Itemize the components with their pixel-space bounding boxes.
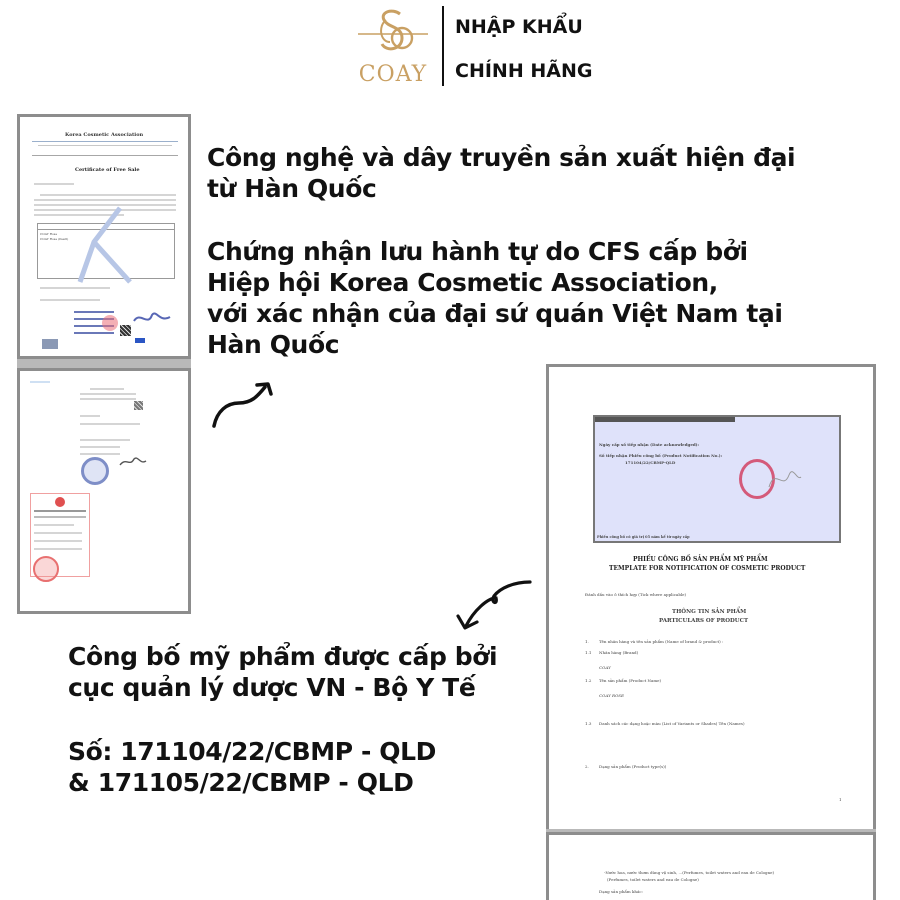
item-number: 1.3	[585, 721, 592, 726]
stamp-line	[74, 311, 114, 313]
cfs-org-title: Korea Cosmetic Association	[65, 132, 144, 138]
header-divider	[442, 6, 444, 86]
item-text: COAY	[599, 665, 611, 670]
stamp-text-line	[34, 540, 82, 542]
page-number: 1	[839, 797, 842, 802]
vietnam-embassy-stamp	[30, 493, 90, 577]
cfs-text-line	[34, 199, 176, 201]
watermark-k-icon	[60, 202, 140, 287]
signature-icon	[118, 453, 148, 471]
qr-code-icon	[134, 401, 143, 410]
item-text: Tên nhãn hàng và tên sản phẩm (Name of brand & product) :	[599, 639, 724, 644]
curved-arrow-down-left-icon	[450, 574, 535, 634]
stamp-text-line	[34, 510, 86, 512]
page2-line: (Perfumes, toilet waters and eau de Cologne)	[607, 877, 699, 882]
claim-line: Hiệp hội Korea Cosmetic Association,	[207, 268, 718, 297]
claim-line: Số: 171104/22/CBMP - QLD	[68, 737, 437, 766]
legal-header-line	[30, 381, 50, 383]
claim-line: Công bố mỹ phẩm được cấp bởi	[68, 642, 498, 671]
cfs-text-line	[40, 287, 110, 289]
legal-text-line	[80, 415, 100, 417]
qr-code-icon	[120, 325, 131, 336]
signature-icon	[765, 457, 805, 497]
red-seal-icon	[33, 556, 59, 582]
page2-line: -Nước hoa, nước thơm dùng vệ sinh, ...(Perfumes, toilet waters and eau de Cologne)	[604, 870, 775, 875]
stamp-text-line	[34, 548, 82, 550]
claim-line: Hàn Quốc	[207, 330, 340, 359]
tick-note: Đánh dấu vào ô thích hợp (Tick where applicable)	[585, 592, 687, 597]
cfs-text-line	[40, 299, 100, 301]
cfs-text-line	[34, 183, 74, 185]
stamp-box-header	[595, 417, 735, 422]
cfs-doc-title: Certificate of Free Sale	[75, 167, 140, 173]
vietnam-emblem-icon	[55, 497, 65, 507]
stamp-line	[74, 332, 114, 334]
blue-seal-icon	[81, 457, 109, 485]
claim-cosmetic-notification	[68, 641, 497, 703]
legal-text-line	[80, 423, 140, 425]
brand-wordmark: COAY	[358, 62, 428, 87]
section-title-en: PARTICULARS OF PRODUCT	[659, 618, 749, 624]
page2-line: Dạng sản phẩm khác:	[599, 889, 643, 894]
item-number: 1.1	[585, 650, 592, 655]
cfs-product-item: COAY Rose	[40, 232, 58, 236]
claim-line: cục quản lý dược VN - Bộ Y Tế	[68, 673, 476, 702]
claim-cfs-certificate	[207, 236, 783, 360]
stamp-text-line	[34, 524, 74, 526]
cfs-text-line	[40, 194, 176, 196]
item-text: COAY ROSE	[599, 693, 624, 698]
notification-title-en: TEMPLATE FOR NOTIFICATION OF COSMETIC PRODUCT	[609, 565, 806, 572]
cfs-stamp-block	[72, 309, 118, 337]
stamp-box-line: Số tiếp nhận Phiếu công bố (Product Notification No.):	[599, 453, 723, 458]
brand-logo	[352, 6, 434, 86]
legal-text-line	[80, 453, 120, 455]
cfs-certificate-document	[17, 114, 191, 359]
tagline-imported: NHẬP KHẨU	[455, 16, 583, 38]
legal-text-line	[80, 446, 120, 448]
office-logo-icon	[42, 339, 58, 349]
item-text: Tên sản phẩm (Product Name)	[599, 678, 662, 683]
stamp-text-line	[34, 532, 82, 534]
stamp-text-line	[34, 516, 86, 518]
claim-line: Công nghệ và dây truyền sản xuất hiện đại	[207, 143, 796, 172]
item-number: 2.	[585, 764, 589, 769]
claim-line: & 171105/22/CBMP - QLD	[68, 768, 414, 797]
legal-text-line	[90, 388, 124, 390]
signature-icon	[130, 307, 174, 329]
section-title-vi: THÔNG TIN SẢN PHẨM	[672, 609, 747, 615]
curved-arrow-up-right-icon	[205, 375, 280, 430]
cosmetic-notification-document	[546, 364, 876, 832]
cfs-separator	[32, 155, 178, 156]
legal-text-line	[80, 439, 130, 441]
notification-stamp-box	[593, 415, 841, 543]
embassy-legalization-document	[17, 368, 191, 614]
item-text: Nhãn hàng (Brand)	[599, 650, 639, 655]
claim-line: từ Hàn Quốc	[207, 174, 377, 203]
brand-emblem-icon	[356, 6, 430, 64]
tagline-genuine: CHÍNH HÃNG	[455, 60, 593, 82]
stamp-box-footer: Phiếu công bố có giá trị 05 năm kể từ ngày cấp	[597, 535, 690, 539]
claim-technology	[207, 142, 795, 204]
cfs-product-item: COAY Rose (Pearl)	[40, 237, 69, 241]
claim-line: Chứng nhận lưu hành tự do CFS cấp bởi	[207, 237, 748, 266]
item-number: 1.2	[585, 678, 592, 683]
cfs-header-line	[38, 145, 172, 146]
legal-text-line	[80, 393, 136, 395]
stamp-box-line: Ngày cấp số tiếp nhận (Date acknowledged):	[599, 442, 700, 447]
eu-flag-icon	[135, 338, 145, 343]
cfs-header-line	[32, 141, 178, 142]
claim-line: với xác nhận của đại sứ quán Việt Nam tại	[207, 299, 783, 328]
notification-title-vi: PHIẾU CÔNG BỐ SẢN PHẨM MỸ PHẨM	[633, 556, 768, 563]
stamp-box-line: 171104/22/CBMP-QLD	[625, 460, 676, 465]
legal-text-line	[80, 398, 136, 400]
item-text: Danh sách các dạng hoặc màu (List of Variants or Shades) Tên (Names)	[599, 721, 745, 726]
item-text: Dạng sản phẩm (Product type(s))	[599, 764, 667, 769]
item-number: 1.	[585, 639, 589, 644]
red-seal-icon	[102, 315, 118, 331]
cosmetic-notification-page2	[546, 832, 876, 900]
claim-registration-numbers	[68, 736, 436, 798]
